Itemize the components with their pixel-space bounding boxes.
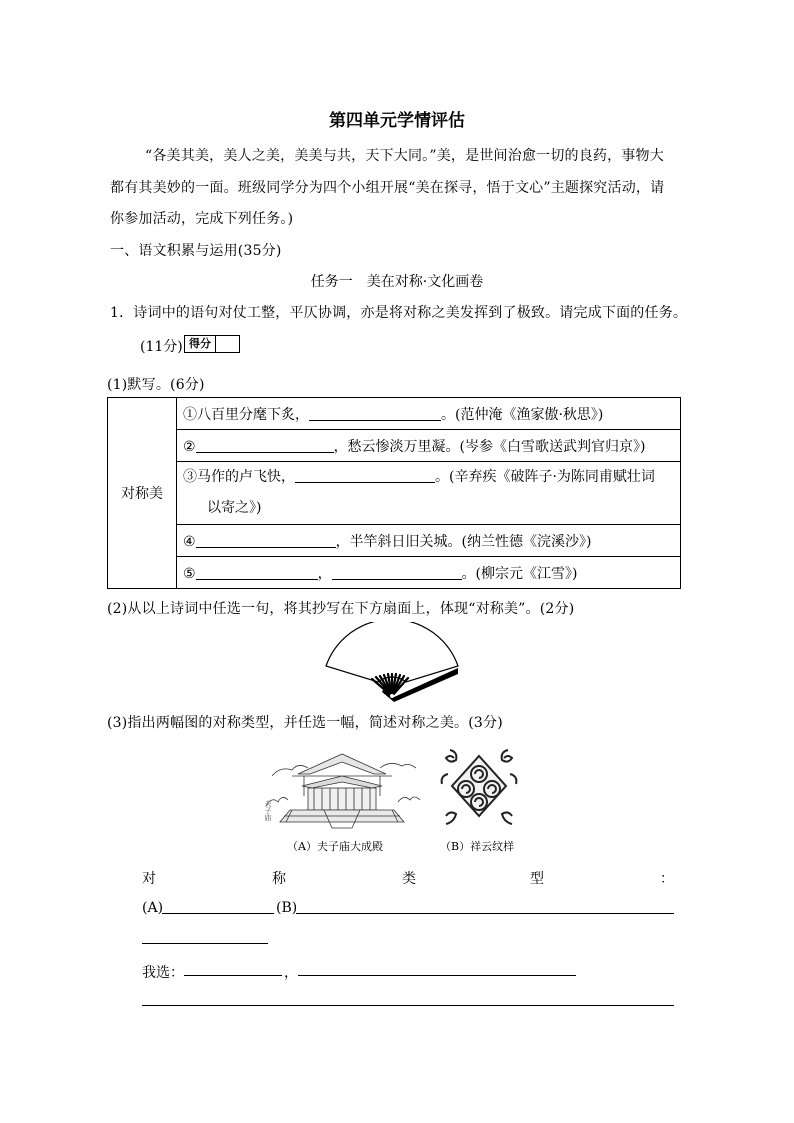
blank-2[interactable] <box>196 438 334 453</box>
table-row <box>108 398 681 430</box>
caption-b: （B）祥云纹样 <box>440 840 515 853</box>
question-1-2: (2)从以上诗词中任选一句，将其抄写在下方扇面上，体现“对称美”。(2分) <box>107 601 575 617</box>
question-1-3: (3)指出两幅图的对称类型，并任选一幅，简述对称之美。(3分) <box>107 715 503 731</box>
question-1-text: 1．诗词中的语句对仗工整，平仄协调，亦是将对称之美发挥到了极致。请完成下面的任务。 <box>110 305 688 321</box>
blank-3[interactable] <box>295 468 435 483</box>
row-4-post: ，半竿斜日旧关城。(纳兰性德《浣溪沙》) <box>335 533 592 550</box>
row-3-continuation: 以寄之》) <box>207 500 262 516</box>
temple-image <box>262 746 422 832</box>
row-5-post: 。(柳宗元《江雪》) <box>461 565 578 582</box>
score-box <box>184 335 240 353</box>
poem-table <box>107 397 681 589</box>
blank-5a[interactable] <box>196 565 318 580</box>
row-5-pre: ⑤ <box>183 565 196 582</box>
row-2-cell <box>177 430 681 462</box>
choose-label: 我选： <box>142 965 184 981</box>
question-1-points: (11分) <box>140 339 183 355</box>
answer-b-label: (B) <box>276 900 298 916</box>
table-row <box>108 557 681 589</box>
intro-line-2: 都有其美妙的一面。班级同学分为四个小组开展“美在探寻，悟于文心”主题探究活动，请 <box>110 180 665 196</box>
folding-fan-image <box>322 622 462 702</box>
row-2-post: ，愁云惨淡万里凝。(岑参《白雪歌送武判官归京》) <box>333 438 646 455</box>
intro-line-3: 你参加活动，完成下列任务。) <box>110 211 294 227</box>
blank-4[interactable] <box>196 533 336 548</box>
table-row <box>108 430 681 462</box>
row-3-pre: ③马作的卢飞快， <box>183 469 295 485</box>
answer-a-line[interactable] <box>162 913 274 914</box>
page-title: 第四单元学情评估 <box>329 111 465 131</box>
task-heading: 任务一 美在对称·文化画卷 <box>310 274 484 290</box>
type-char-3: 类 <box>402 871 416 887</box>
type-char-4: 型 <box>530 871 544 887</box>
row-1-pre: ①八百里分麾下炙， <box>183 406 309 423</box>
score-label: 得分 <box>185 336 216 352</box>
intro-line-1: “各美其美，美人之美，美美与共，天下大同。”美，是世间治愈一切的良药，事物大 <box>145 148 664 164</box>
answer-b-line[interactable] <box>296 913 674 914</box>
question-1-1: (1)默写。(6分) <box>107 377 205 393</box>
row-3-post: 。(辛弃疾《破阵子·为陈同甫赋壮词 <box>435 469 655 485</box>
temple-vertical-text: 夫子庙 <box>264 800 272 821</box>
row-4-cell <box>177 525 681 557</box>
row-3-cell <box>177 462 681 525</box>
caption-a: （A）夫子庙大成殿 <box>287 840 383 853</box>
section-heading: 一、语文积累与运用(35分) <box>110 243 282 259</box>
reason-line[interactable] <box>298 975 576 976</box>
blank-5b[interactable] <box>332 565 462 580</box>
category-cell: 对称美 <box>108 398 177 589</box>
table-row <box>108 462 681 525</box>
answer-a-label: (A) <box>142 900 164 916</box>
row-5-cell <box>177 557 681 589</box>
row-1-cell <box>177 398 681 430</box>
row-5-mid: ， <box>317 565 332 582</box>
type-char-1: 对 <box>142 871 156 887</box>
type-char-2: 称 <box>272 871 286 887</box>
row-2-pre: ② <box>183 438 196 455</box>
row-1-post: 。(范仲淹《渔家傲·秋思》) <box>441 406 604 423</box>
reason-line-cont[interactable] <box>142 1005 674 1006</box>
answer-b-line-cont[interactable] <box>142 943 268 944</box>
cloud-pattern-image <box>436 744 522 834</box>
row-4-pre: ④ <box>183 533 196 550</box>
blank-1[interactable] <box>309 406 441 421</box>
type-char-5: ： <box>660 871 674 887</box>
table-row <box>108 525 681 557</box>
choose-line[interactable] <box>184 975 282 976</box>
choose-comma: ， <box>284 965 298 981</box>
